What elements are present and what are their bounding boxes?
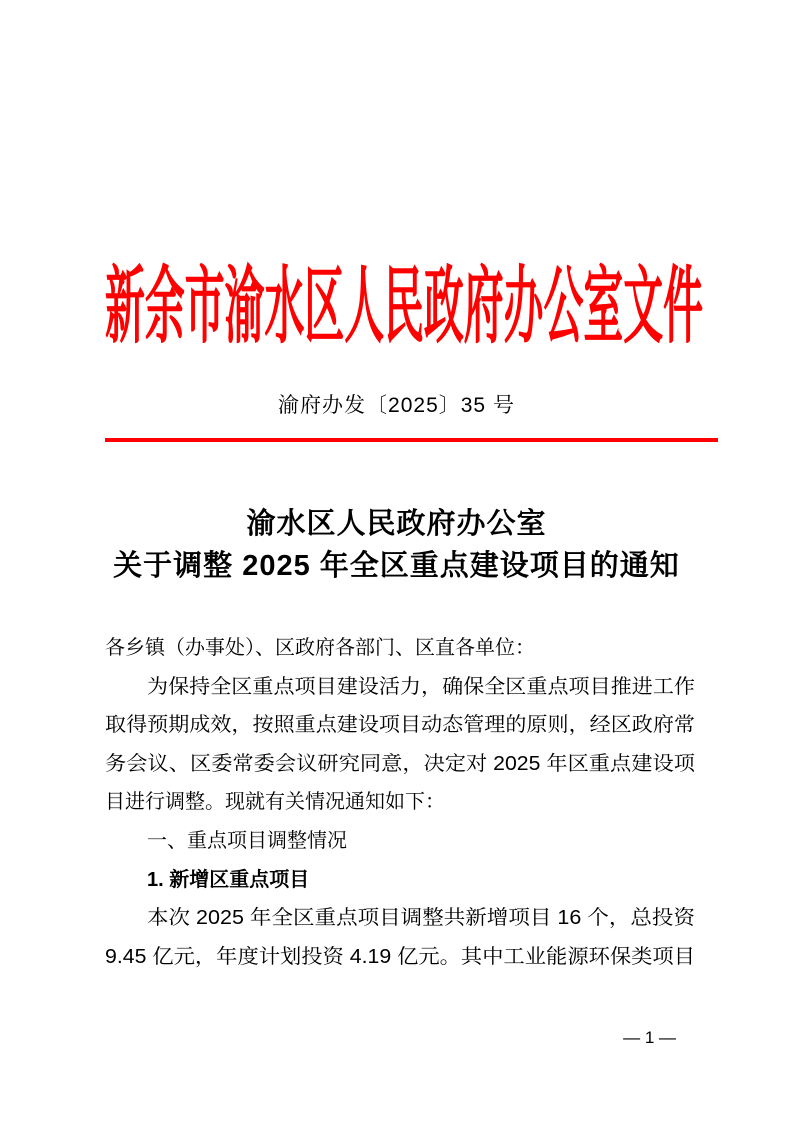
paragraph-line: 本次 2025 年全区重点项目调整共新增项目 16 个，总投资 [147, 907, 695, 930]
paragraph-line: 为保持全区重点项目建设活力，确保全区重点项目推进工作 [147, 675, 695, 698]
page-number: — 1 — [623, 1028, 676, 1047]
salutation-line: 各乡镇（办事处）、区政府各部门、区直各单位： [105, 637, 535, 659]
section-heading: 一、重点项目调整情况 [147, 829, 347, 852]
document-body [105, 629, 695, 976]
document-title-line1: 渝水区人民政府办公室 [246, 508, 547, 540]
red-header-masthead [105, 256, 703, 355]
paragraph-line: 9.45 亿元，年度计划投资 4.19 亿元。其中工业能源环保类项目 [105, 945, 695, 968]
agency-title-text: 新余市渝水区人民政府办公室文件 [105, 256, 703, 355]
document-title-line2: 关于调整 2025 年全区重点建设项目的通知 [113, 550, 680, 582]
document-title [0, 503, 793, 587]
paragraph-line: 取得预期成效，按照重点建设项目动态管理的原则，经区政府常 [105, 714, 695, 737]
red-divider-line [105, 438, 718, 442]
paragraph-line: 目进行调整。现就有关情况通知如下： [105, 791, 445, 814]
paragraph-line: 务会议、区委常委会议研究同意，决定对 2025 年区重点建设项 [105, 752, 695, 775]
subsection-heading: 1. 新增区重点项目 [147, 868, 310, 891]
document-reference-number: 渝府办发〔2025〕35 号 [278, 394, 515, 417]
